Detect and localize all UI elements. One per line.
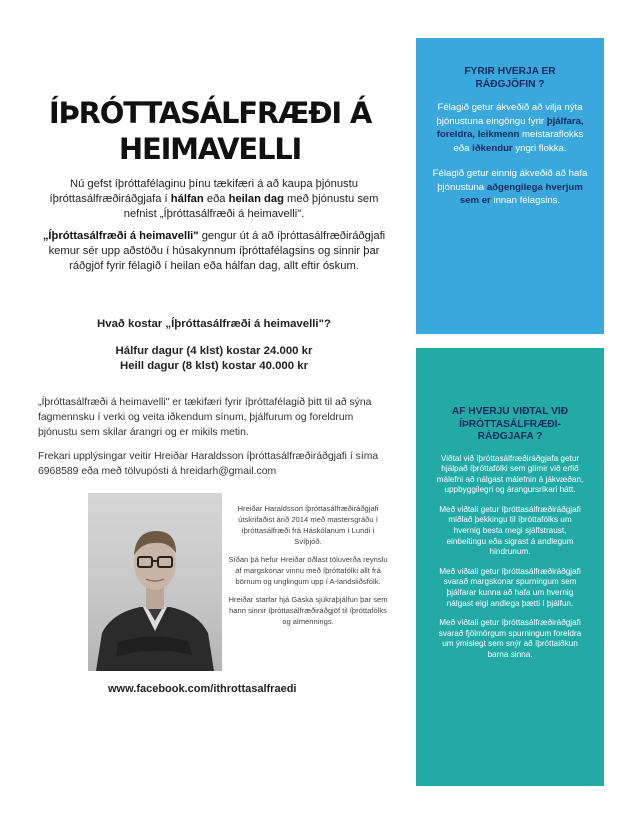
- box-paragraph: Með viðtali getur íþróttasálfræðiráðgjafi svarað margskonar spurningum sem þjálfarar kunna að hafa um hvernig nálgast eigi andlega þætti í þjálfun.: [439, 566, 581, 608]
- box-title-why: AF HVERJU VIÐTAL VIÐ ÍÞRÓTTASÁLFRÆÐI-RÁÐGJAFA ?: [451, 406, 569, 442]
- description-paragraph: „Íþróttasálfræði á heimavelli" er tækifæri fyrir íþróttafélagið þitt til að sýna fagmennsku í verki og veita iðkendum sínum, þjálfurum og foreldrum þjónustu sem skilar árangri og er mikils metin.: [38, 397, 372, 438]
- box-text-fragment: Félagið getur ákveðið að vilja nýta þjónustuna eingöngu fyrir: [436, 102, 583, 127]
- box-text-fragment: innan félagsins.: [490, 195, 561, 206]
- intro-paragraph-1: [38, 177, 390, 223]
- intro-highlight-half: hálfan: [170, 193, 204, 206]
- title-line-2: HEIMAVELLI: [118, 132, 302, 166]
- intro-text: eða: [203, 193, 229, 206]
- facebook-link[interactable]: www.facebook.com/ithrottasalfraedi: [108, 683, 297, 695]
- box-paragraph: [429, 167, 591, 208]
- box-text-fragment: meistaraflokks eða: [453, 129, 584, 154]
- title-line-1: ÍÞRÓTTASÁLFRÆÐI Á: [48, 96, 372, 130]
- box-text-fragment: yngri flokka.: [512, 142, 567, 154]
- portrait-photo: [88, 493, 222, 671]
- bio-section: [228, 503, 388, 634]
- price-list: [38, 344, 390, 374]
- box-text-why: [435, 454, 585, 661]
- service-name: „Íþróttasálfræði á heimavelli": [42, 229, 199, 242]
- intro-section: [38, 177, 390, 280]
- bio-paragraph: Hreiðar Haraldsson íþróttasálfræðiráðgjafi útskrifaðist árið 2014 með mastersgráðu í íþróttasálfræði frá Háskólanum í Lundi í Svíþjóð.: [237, 504, 379, 546]
- bio-paragraph: Hreiðar starfar hjá Gáska sjúkraþjálfun þar sem hann sinnir íþróttasálfræðiráðgjöf til íþróttafólks og almennings.: [228, 595, 388, 626]
- sidebar-box-why: [416, 348, 604, 786]
- intro-text: með þjónustu sem nefnist „Íþróttasálfræði á heimavelli".: [123, 193, 379, 221]
- description-section: [38, 396, 390, 490]
- box-text-fragment: Félagið getur einnig ákveðið að hafa þjónustuna: [432, 168, 588, 193]
- box-text-audience: [429, 101, 591, 208]
- bio-paragraph: Síðan þá hefur Hreiðar öðlast töluverða reynslu af margskonar vinnu með íþróttafólki allt frá börnum og unglingum upp í A-landsliðsfólk.: [228, 555, 388, 586]
- box-title-audience: FYRIR HVERJA ER RÁÐGJÖFIN ?: [464, 66, 556, 90]
- price-full-day: Heill dagur (8 klst) kostar 40.000 kr: [119, 360, 309, 372]
- price-half-day: Hálfur dagur (4 klst) kostar 24.000 kr: [115, 345, 313, 357]
- box-paragraph: Með viðtali getur íþróttasálfræðiráðgjafi svarað fjölmörgum spurningum foreldra um ýmislegt sem snýr að íþróttaiðkun barna sinna.: [438, 618, 582, 659]
- page-title: [40, 95, 380, 167]
- box-paragraph: [429, 101, 591, 155]
- cost-question: Hvað kostar „Íþróttasálfræði á heimavelli"?: [97, 318, 331, 330]
- sidebar-box-audience: [416, 38, 604, 334]
- intro-highlight-full: heilan dag: [228, 193, 284, 206]
- box-highlight: þjálfara, foreldra, leikmenn: [436, 115, 584, 140]
- contact-paragraph: Frekari upplýsingar veitir Hreiðar Haraldsson íþróttasálfræðiráðgjafi í síma 6968589 eða með tölvupósti á hreidarh@gmail.com: [38, 451, 379, 478]
- box-highlight: iðkendur: [472, 142, 513, 154]
- box-paragraph: Með viðtali getur íþróttasálfræðiráðgjafi miðlað þekkingu til íþróttafólks um hvernig besta megi sjálfstraust, einbeitingu eða sigrast á andlegum hindrunum.: [439, 504, 581, 557]
- box-highlight: aðgengilega hverjum sem er: [459, 181, 583, 206]
- intro-text: Nú gefst íþróttafélaginu þínu tækifæri á að kaupa þjónustu íþróttasálfræðiráðgjafa í: [49, 178, 358, 206]
- intro-text: gengur út á að íþróttasálfræðiráðgjafi kemur sér upp aðstöðu í húsakynnum íþróttafélagsins og sinnir þar ráðgjöf fyrir félagið í heilan eða hálfan dag, allt eftir óskum.: [48, 229, 386, 273]
- intro-paragraph-2: [38, 229, 390, 275]
- box-paragraph: Viðtal við íþróttasálfræðiráðgjafa getur hjálpað íþróttafólki sem glímir við erfið málefni að nálgast málefnin á jákvæðan, uppbyggilegri og árangursríkari hátt.: [436, 453, 584, 495]
